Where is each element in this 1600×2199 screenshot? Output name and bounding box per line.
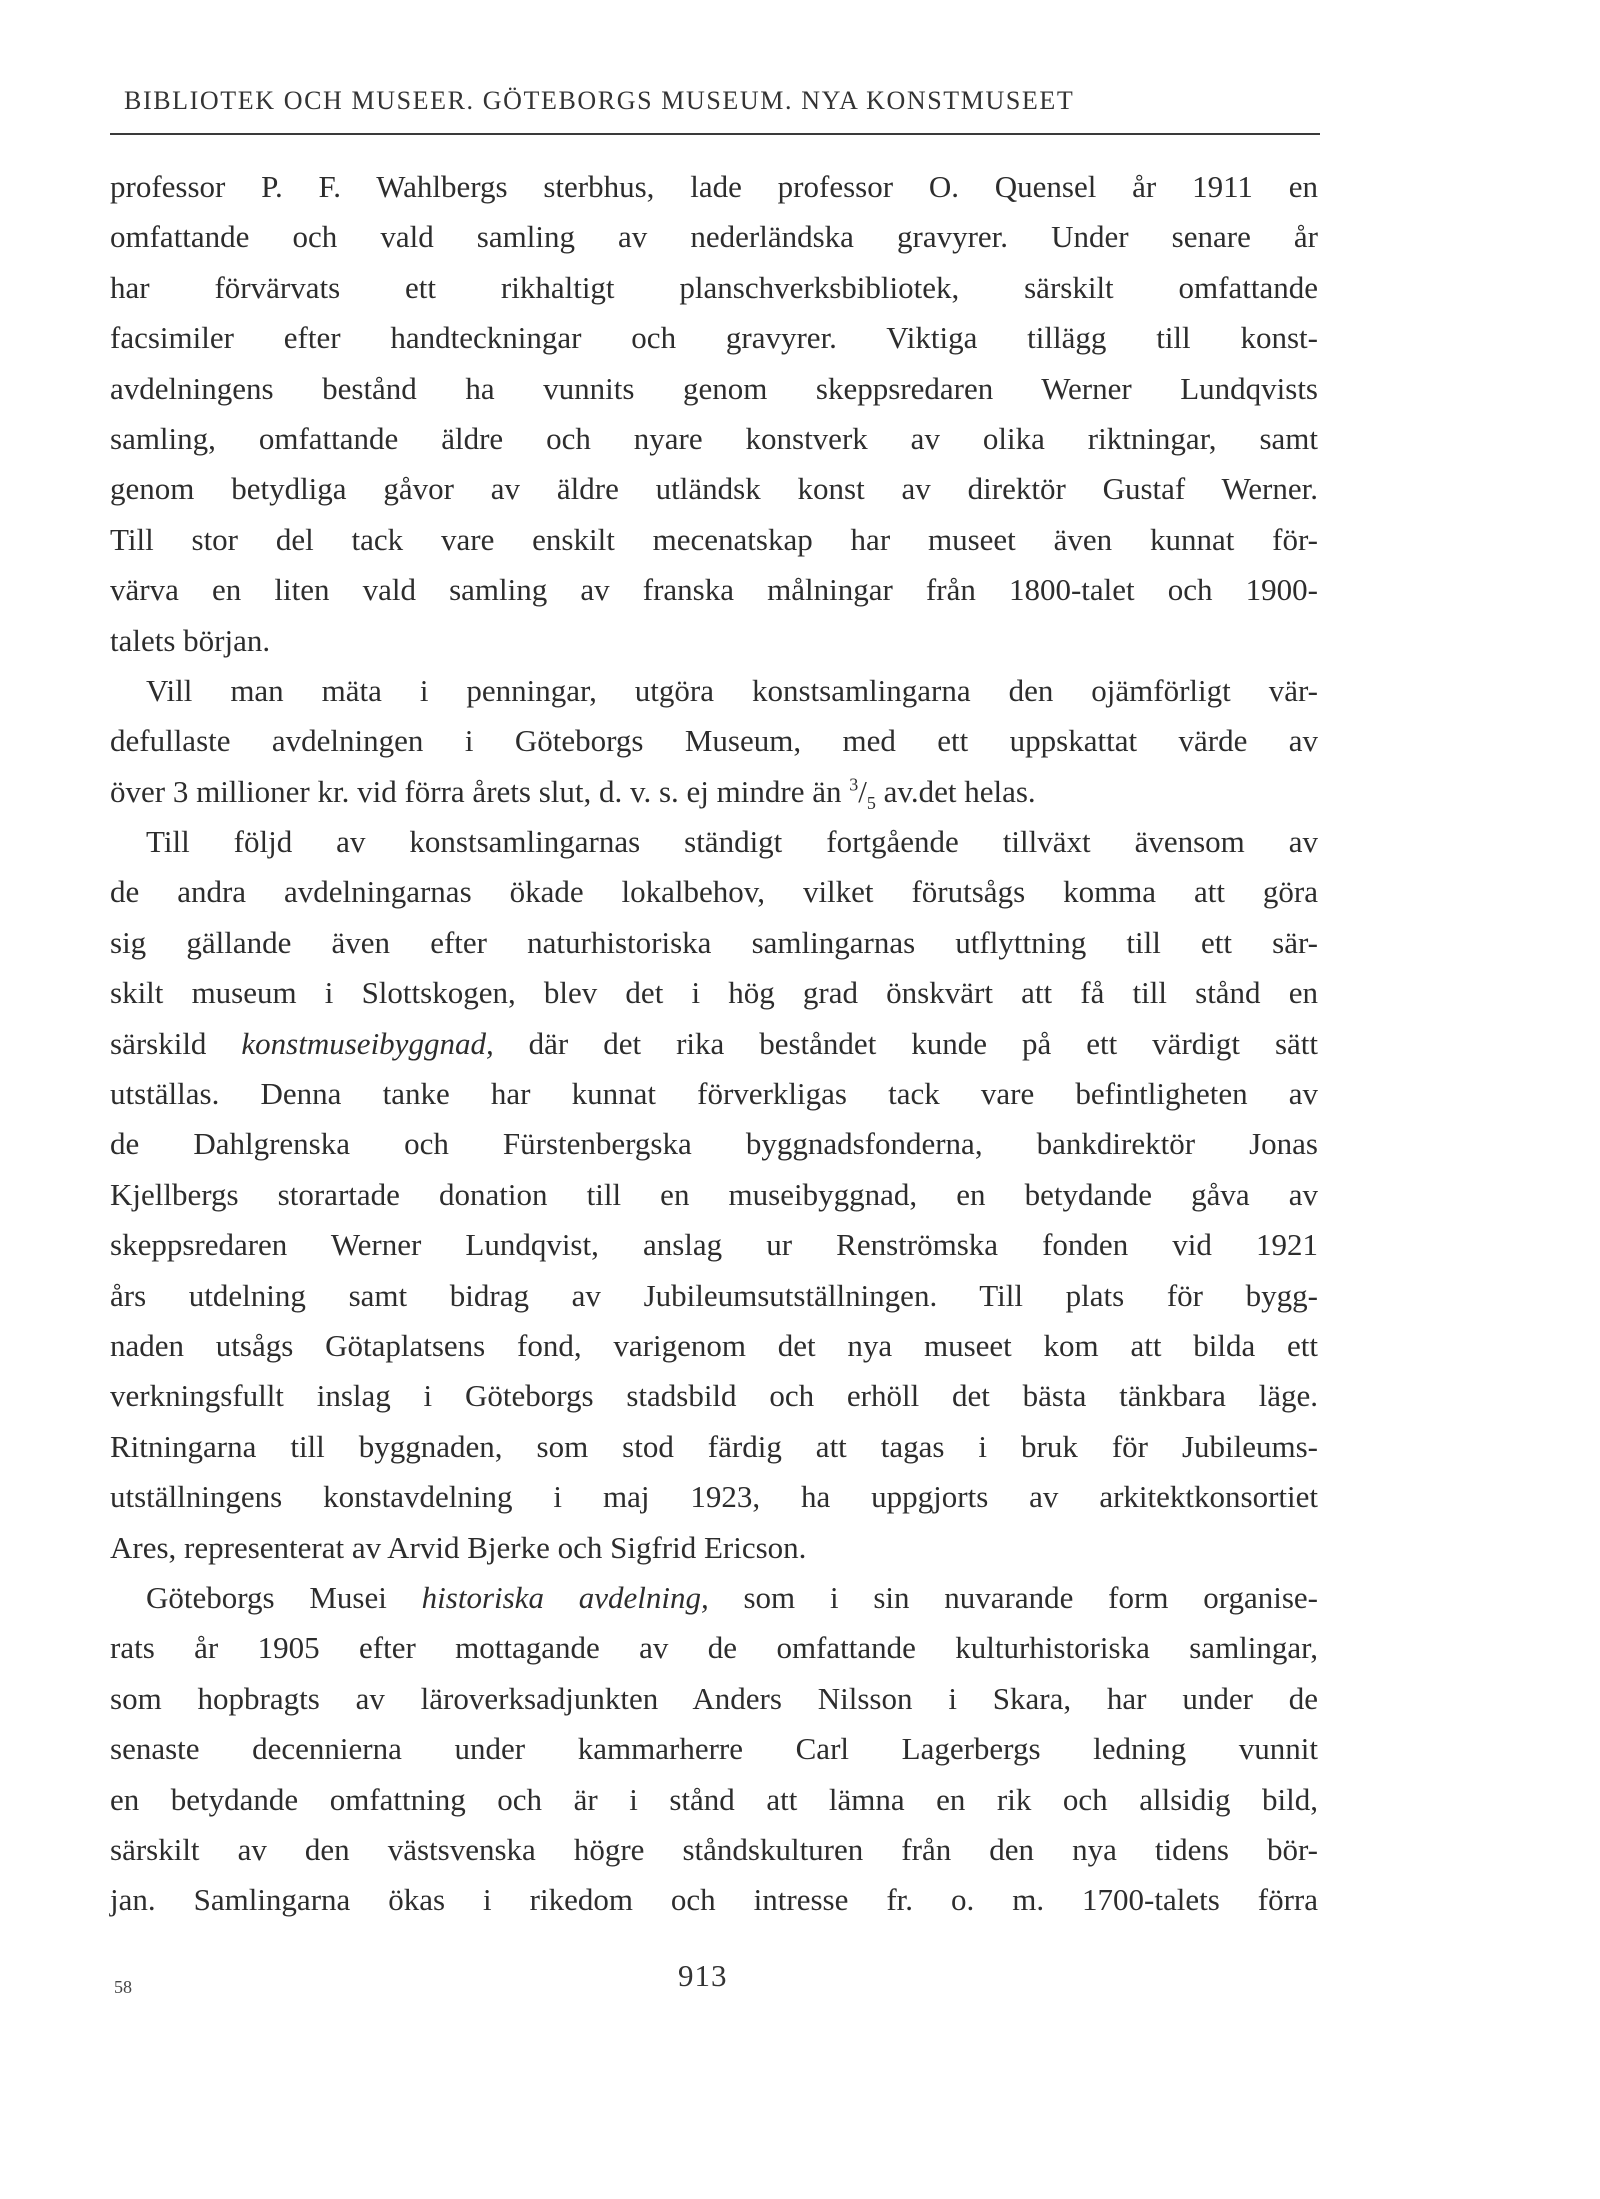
text-line: defullaste avdelningen i Göteborgs Museum, med ett uppskattat värde av [110,723,1318,759]
text-line: Till följd av konstsamlingarnas ständigt fortgående tillväxt ävensom av [146,824,1318,860]
running-head: BIBLIOTEK OCH MUSEER. GÖTEBORGS MUSEUM. NYA KONSTMUSEET [124,86,1075,115]
paragraph-2 [110,666,1318,817]
text-line: en betydande omfattning och är i stånd att lämna en rik och allsidig bild, [110,1781,1318,1817]
text-line-with-fraction [110,767,1318,817]
text-line: Kjellbergs storartade donation till en museibyggnad, en betydande gåva av [110,1176,1318,1212]
text-line: särskilt av den västsvenska högre ståndskulturen från den nya tidens bör- [110,1831,1318,1867]
text-line: utställningens konstavdelning i maj 1923, ha uppgjorts av arkitektkonsortiet [110,1479,1318,1515]
header-rule [110,133,1320,135]
text-line: Till stor del tack vare enskilt mecenatskap har museet även kunnat för- [110,521,1318,557]
text-line: Ritningarna till byggnaden, som stod färdig att tagas i bruk för Jubileums- [110,1428,1318,1464]
text-line: omfattande och vald samling av nederländska gravyrer. Under senare år [110,219,1318,255]
text-line: års utdelning samt bidrag av Jubileumsutställningen. Till plats för bygg- [110,1277,1318,1313]
fraction-numerator: 3 [849,774,859,795]
text-line: rats år 1905 efter mottagande av de omfattande kulturhistoriska samlingar, [110,1630,1318,1666]
text-line: naden utsågs Götaplatsens fond, varigenom det nya museet kom att bilda ett [110,1327,1318,1363]
text-line: facsimiler efter handteckningar och gravyrer. Viktiga tillägg till konst- [110,320,1318,356]
paragraph-3 [110,817,1318,1573]
text-line: skilt museum i Slottskogen, blev det i hög grad önskvärt att få till stånd en [110,975,1318,1011]
text-line [110,1573,1318,1623]
text-run: över 3 millioner kr. vid förra årets slut, d. v. s. ej mindre än [110,773,850,809]
text-line [110,1019,1318,1069]
paragraph-1 [110,162,1318,666]
text-run: Göteborgs Musei [146,1579,422,1615]
text-line: samling, omfattande äldre och nyare konstverk av olika riktningar, samt [110,420,1318,456]
text-line: avdelningens bestånd ha vunnits genom skeppsredaren Werner Lundqvists [110,370,1318,406]
text-line: senaste decennierna under kammarherre Carl Lagerbergs ledning vunnit [110,1731,1318,1767]
text-line: som hopbragts av läroverksadjunkten Anders Nilsson i Skara, har under de [110,1680,1318,1716]
italic-term: konstmuseibyggnad, [241,1025,494,1061]
text-line: sig gällande även efter naturhistoriska samlingarnas utflyttning till ett sär- [110,924,1318,960]
signature-mark: 58 [114,1977,132,1997]
body-text [110,162,1318,1926]
text-line: värva en liten vald samling av franska målningar från 1800-talet och 1900- [110,572,1318,608]
text-line: verkningsfullt inslag i Göteborgs stadsbild och erhöll det bästa tänkbara läge. [110,1378,1318,1414]
text-line: talets början. [110,622,271,658]
page-number: 913 [678,1958,728,1993]
paragraph-4 [110,1573,1318,1926]
text-line: de andra avdelningarnas ökade lokalbehov, vilket förutsågs komma att göra [110,874,1318,910]
italic-term: historiska avdelning, [421,1579,709,1615]
text-line: genom betydliga gåvor av äldre utländsk konst av direktör Gustaf Werner. [110,471,1318,507]
text-run: särskild [110,1025,242,1061]
text-run: av.det helas. [875,773,1036,809]
text-line: Ares, representerat av Arvid Bjerke och Sigfrid Ericson. [110,1529,807,1565]
fraction-denominator: 5 [866,792,876,813]
text-run: där det rika beståndet kunde på ett värdigt sätt [493,1025,1319,1061]
text-run: som i sin nuvarande form organise- [708,1579,1318,1615]
text-line: Vill man mäta i penningar, utgöra konstsamlingarna den ojämförligt vär- [146,672,1318,708]
text-line: skeppsredaren Werner Lundqvist, anslag ur Renströmska fonden vid 1921 [110,1227,1318,1263]
text-line: utställas. Denna tanke har kunnat förverkligas tack vare befintligheten av [110,1076,1318,1112]
text-line: professor P. F. Wahlbergs sterbhus, lade professor O. Quensel år 1911 en [110,169,1318,204]
text-line: har förvärvats ett rikhaltigt planschverksbibliotek, särskilt omfattande [110,269,1318,305]
text-line: jan. Samlingarna ökas i rikedom och intresse fr. o. m. 1700-talets förra [110,1882,1318,1918]
text-line: de Dahlgrenska och Fürstenbergska byggnadsfonderna, bankdirektör Jonas [110,1126,1318,1162]
fraction-slash: / [858,773,867,809]
